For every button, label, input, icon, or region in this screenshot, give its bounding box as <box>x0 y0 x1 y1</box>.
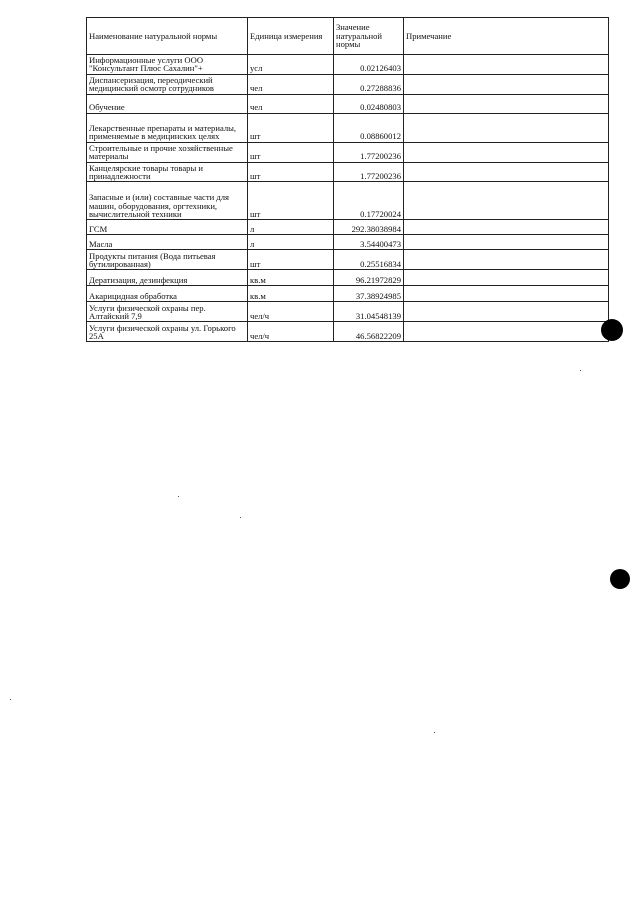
table-header-row <box>87 18 609 55</box>
cell-value: 37.38924985 <box>334 286 404 302</box>
table-row <box>87 322 609 342</box>
cell-name: ГСМ <box>87 220 248 235</box>
scan-speck <box>434 732 435 733</box>
cell-note <box>404 162 609 182</box>
cell-note <box>404 142 609 162</box>
cell-name: Лекарственные препараты и материалы, применяемые в медицинских целях <box>87 113 248 142</box>
punch-hole-mark-middle <box>610 569 630 589</box>
cell-unit: чел/ч <box>248 302 334 322</box>
cell-value: 0.17720024 <box>334 182 404 220</box>
scan-speck <box>10 699 11 700</box>
table-row <box>87 55 609 75</box>
table-row <box>87 113 609 142</box>
table-row <box>87 220 609 235</box>
cell-value: 1.77200236 <box>334 162 404 182</box>
cell-unit: шт <box>248 113 334 142</box>
header-note: Примечание <box>404 18 609 55</box>
cell-value: 292.38038984 <box>334 220 404 235</box>
cell-name: Продукты питания (Вода питьевая бутилированная) <box>87 250 248 270</box>
table-row <box>87 302 609 322</box>
cell-note <box>404 113 609 142</box>
table-row <box>87 286 609 302</box>
cell-value: 46.56822209 <box>334 322 404 342</box>
cell-unit: кв.м <box>248 286 334 302</box>
cell-note <box>404 220 609 235</box>
cell-note <box>404 250 609 270</box>
cell-value: 31.04548139 <box>334 302 404 322</box>
header-value: Значение натуральной нормы <box>334 18 404 55</box>
scan-speck <box>580 370 581 371</box>
cell-value: 0.02126403 <box>334 55 404 75</box>
table-row <box>87 235 609 250</box>
header-name: Наименование натуральной нормы <box>87 18 248 55</box>
cell-unit: чел/ч <box>248 322 334 342</box>
cell-name: Информационные услуги ООО "Консультант Плюс Сахалин"+ <box>87 55 248 75</box>
cell-unit: шт <box>248 182 334 220</box>
cell-unit: шт <box>248 162 334 182</box>
cell-name: Услуги физической охраны ул. Горького 25А <box>87 322 248 342</box>
header-unit: Единица измерения <box>248 18 334 55</box>
table-row <box>87 74 609 94</box>
cell-unit: усл <box>248 55 334 75</box>
cell-unit: шт <box>248 142 334 162</box>
cell-value: 1.77200236 <box>334 142 404 162</box>
cell-note <box>404 182 609 220</box>
cell-name: Канцелярские товары товары и принадлежности <box>87 162 248 182</box>
cell-note <box>404 55 609 75</box>
table-row <box>87 142 609 162</box>
cell-unit: чел <box>248 94 334 113</box>
cell-note <box>404 286 609 302</box>
cell-name: Запасные и (или) составные части для машин, оборудования, оргтехники, вычислительной техники <box>87 182 248 220</box>
table-row <box>87 250 609 270</box>
punch-hole-mark-top <box>601 319 623 341</box>
cell-note <box>404 322 609 342</box>
cell-name: Обучение <box>87 94 248 113</box>
cell-name: Дератизация, дезинфекция <box>87 270 248 286</box>
cell-value: 0.02480803 <box>334 94 404 113</box>
table-row <box>87 94 609 113</box>
scan-speck <box>178 496 179 497</box>
cell-note <box>404 94 609 113</box>
cell-name: Услуги физической охраны пер. Алтайский 7,9 <box>87 302 248 322</box>
cell-note <box>404 270 609 286</box>
cell-name: Масла <box>87 235 248 250</box>
cell-unit: л <box>248 220 334 235</box>
cell-note <box>404 235 609 250</box>
cell-name: Акарицидная обработка <box>87 286 248 302</box>
cell-name: Диспансеризация, переодический медицинский осмотр сотрудников <box>87 74 248 94</box>
natural-norms-table <box>86 17 609 342</box>
table-row <box>87 162 609 182</box>
cell-value: 3.54400473 <box>334 235 404 250</box>
scan-speck <box>240 517 241 518</box>
cell-name: Строительные и прочие хозяйственные материалы <box>87 142 248 162</box>
cell-unit: л <box>248 235 334 250</box>
cell-value: 0.27288836 <box>334 74 404 94</box>
table-row <box>87 270 609 286</box>
cell-value: 0.25516834 <box>334 250 404 270</box>
cell-unit: кв.м <box>248 270 334 286</box>
cell-unit: чел <box>248 74 334 94</box>
cell-note <box>404 302 609 322</box>
table-row <box>87 182 609 220</box>
cell-unit: шт <box>248 250 334 270</box>
cell-note <box>404 74 609 94</box>
cell-value: 0.08860012 <box>334 113 404 142</box>
cell-value: 96.21972829 <box>334 270 404 286</box>
